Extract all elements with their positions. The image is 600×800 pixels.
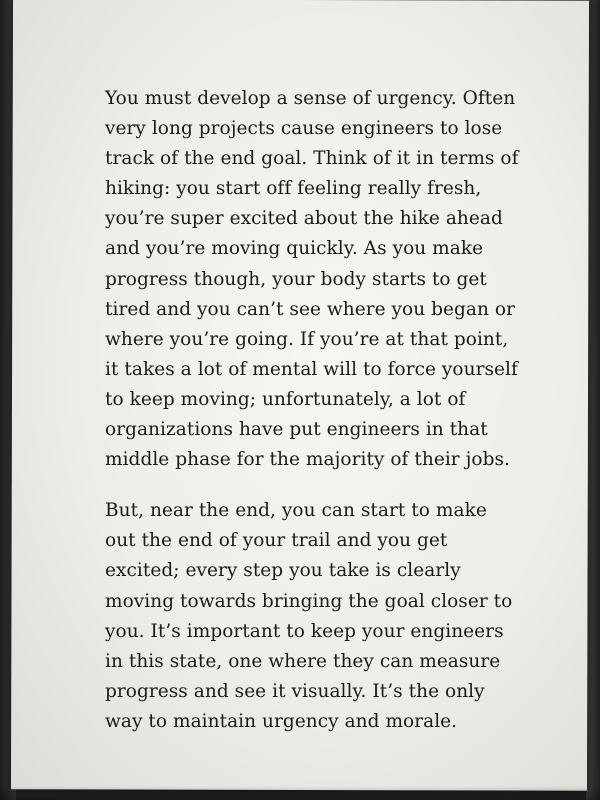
- text-line: where you’re going. If you’re at that point,: [105, 328, 509, 350]
- text-line: and you’re moving quickly. As you make: [105, 238, 484, 260]
- text-line: out the end of your trail and you get: [105, 530, 448, 552]
- paragraph-2: [105, 496, 525, 737]
- text-line: progress and see it visually. It’s the only: [105, 680, 485, 702]
- text-line: But, near the end, you can start to make: [105, 500, 487, 522]
- text-line: excited; every step you take is clearly: [105, 560, 461, 582]
- paragraph-1: [105, 84, 525, 475]
- text-line: track of the end goal. Think of it in terms of: [105, 148, 519, 170]
- text-line: it takes a lot of mental will to force yourself: [105, 358, 518, 380]
- text-line: moving towards bringing the goal closer to: [105, 590, 513, 612]
- text-line: progress though, your body starts to get: [105, 268, 487, 290]
- page-text: [105, 84, 525, 758]
- text-line: very long projects cause engineers to lose: [105, 118, 503, 140]
- text-line: middle phase for the majority of their jobs.: [105, 449, 510, 471]
- text-line: hiking: you start off feeling really fresh,: [105, 178, 482, 200]
- text-line: way to maintain urgency and morale.: [105, 710, 458, 732]
- text-line: you’re super excited about the hike ahead: [105, 208, 503, 230]
- text-line: You must develop a sense of urgency. Often: [105, 88, 516, 109]
- text-line: tired and you can’t see where you began or: [105, 298, 515, 320]
- text-line: organizations have put engineers in that: [105, 419, 488, 441]
- text-line: in this state, one where they can measure: [105, 650, 501, 672]
- text-line: you. It’s important to keep your engineers: [105, 620, 504, 642]
- text-line: to keep moving; unfortunately, a lot of: [105, 388, 466, 410]
- bottom-edge-shadow: [0, 786, 600, 800]
